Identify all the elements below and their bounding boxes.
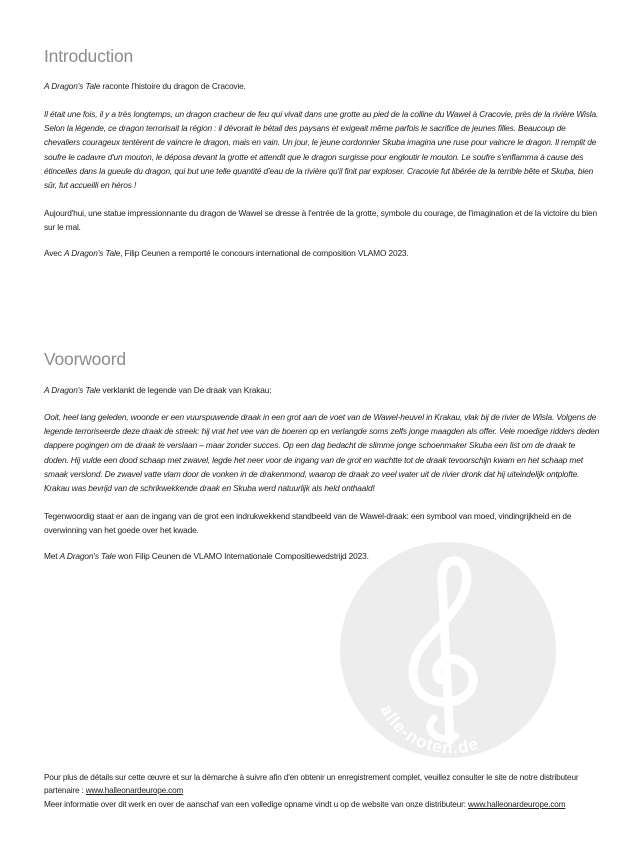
distributor-link-nl[interactable]: www.halleonardeurope.com [467, 800, 566, 809]
paragraph-text: raconte l'histoire du dragon de Cracovie. [100, 81, 246, 91]
voorwoord-paragraph-3: Tegenwoordig staat er aan de ingang van de grot een indrukwekkend standbeeld van de Wawel-draak: een symbool van moed, vindingrijkheid en de overwinning van het goede over het kwade. [44, 511, 572, 536]
work-title: A Dragon's Tale [44, 385, 101, 395]
introduction-paragraph-4 [44, 246, 600, 260]
paragraph-text: , Filip Ceunen a remporté le concours international de composition VLAMO 2023. [120, 248, 409, 258]
watermark-logo [338, 540, 558, 760]
watermark-text: alle-noten.de [376, 701, 482, 758]
story-text: Ooit, heel lang geleden, woonde er een vuurspuwende draak in een grot aan de voet van de Wawel-heuvel in Krakau, vlak bij de rivier de Wisla. Volgens de legende terroriseerde deze draak de streek: hij vrat het vee van de boeren op en verlangde soms zelfs jonge maagden als offer. Vele moedige ridders deden dappere pogingen om de draak te verslaan – maar zonder succes. Op een dag bedacht de slimme jonge schoenmaker Skuba een list om de draak te doden. Hij vulde een dood schaap met zwavel, legde het neer voor de ingang van de grot en wachtte tot de draak tevoorschijn kwam en het schaap met smaak verslond. De zwavel vatte vlam door de vonken in de drakenmond, waarop de draak zo veel water uit de rivier dronk dat hij uiteindelijk ontplofte. Krakau was bevrijd van de schrikwekkende draak en Skuba werd natuurlijk als held onthaald! [44, 412, 600, 494]
voorwoord-heading: Voorwoord [44, 349, 126, 369]
introduction-paragraph-3: Aujourd'hui, une statue impressionnante du dragon de Wawel se dresse à l'entrée de la grotte, symbole du courage, de l'imagination et de la victoire du bien sur le mal. [44, 208, 597, 233]
introduction-heading: Introduction [44, 46, 134, 66]
paragraph-text: won Filip Ceunen de VLAMO Internationale Compositiewedstrijd 2023. [115, 551, 369, 561]
footer-french [44, 772, 604, 798]
paragraph-text: Avec [44, 248, 64, 258]
footer-text: Meer informatie over dit werk en over de aanschaf van een volledige opname vindt u op de website van onze distributeur: [44, 800, 468, 809]
distributor-link-fr[interactable]: www.halleonardeurope.com [85, 785, 184, 795]
work-title: A Dragon's Tale [44, 81, 101, 91]
footer-dutch [44, 799, 604, 812]
paragraph-text: verklankt de legende van De draak van Krakau: [100, 385, 272, 395]
introduction-story [44, 107, 600, 192]
voorwoord-paragraph-1 [44, 383, 600, 397]
introduction-paragraph-1 [44, 79, 600, 93]
work-title: A Dragon's Tale [59, 551, 116, 561]
voorwoord-story [44, 410, 600, 495]
paragraph-text: Met [44, 551, 60, 561]
work-title: A Dragon's Tale [63, 248, 121, 258]
story-text: Il était une fois, il y a très longtemps, un dragon cracheur de feu qui vivait dans une grotte au pied de la colline du Wawel à Cracovie, près de la rivière Wisla. Selon la légende, ce dragon terrorisait la région : il dévorait le bétail des paysans et exigeait même parfois le sacrifice de jeunes filles. Beaucoup de chevaliers courageux tentèrent de vaincre le dragon, mais en vain. Un jour, le jeune cordonnier Skuba imagina une ruse pour vaincre le dragon. Il remplit de soufre le cadavre d'un mouton, le déposa devant la grotte et attendit que le dragon surgisse pour engloutir le mouton. Le soufre s'enflamma à cause des étincelles dans la gueule du dragon, qui but une telle quantité d'eau de la rivière qu'il finit par exploser. Cracovie fut libérée de la terrible bête et Skuba, bien sûr, fut accueilli en héros ! [44, 109, 599, 191]
footer-text: Pour plus de détails sur cette œuvre et sur la démarche à suivre afin d'en obtenir un enregistrement complet, veuillez consulter le site de notre distributeur partenaire : [44, 773, 579, 795]
